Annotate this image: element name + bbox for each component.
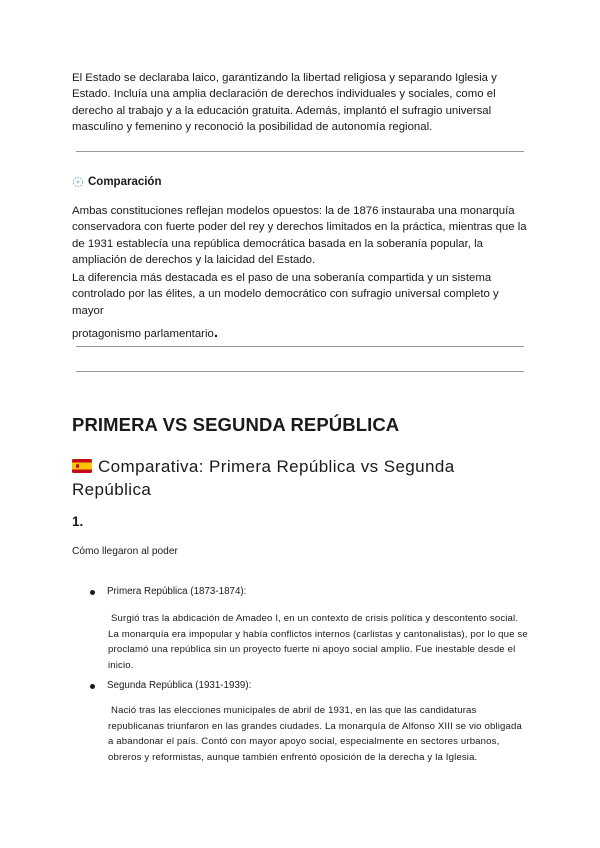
- section-title: PRIMERA VS SEGUNDA REPÚBLICA: [72, 414, 400, 435]
- comparison-paragraph-2: [72, 270, 532, 342]
- subsection-title-text: Comparativa: Primera República vs Segunda República: [72, 457, 455, 499]
- section-number: 1.: [72, 514, 84, 529]
- bullet-icon: [90, 684, 95, 689]
- list-item-description: Surgió tras la abdicación de Amadeo I, en un contexto de crisis política y descontento social. La monarquía era impopular y había conflictos internos (carlistas y cantonalistas), por lo que se proclamó una república sin un proyecto fuerte ni apoyo social amplio. Fue inestable desde el inicio.: [108, 613, 528, 671]
- subheading: Cómo llegaron al poder: [72, 546, 178, 557]
- comparison-heading-text: Comparación: [88, 176, 162, 188]
- list-item-label: Segunda República (1931-1939):: [107, 680, 252, 691]
- comparison-paragraph-2-end-text: protagonismo parlamentario: [72, 327, 214, 340]
- bullet-icon: [90, 590, 95, 595]
- horizontal-divider: [76, 151, 524, 152]
- comparison-paragraph-1: Ambas constituciones reflejan modelos opuestos: la de 1876 instauraba una monarquía conservadora con fuerte poder del rey y derechos limitados en la práctica, mientras que la de 1931 establecía una república democrática basada en la soberanía popular, la ampliación de derechos y la laicidad del Estado.: [72, 205, 527, 266]
- sparkle-icon: [72, 176, 84, 188]
- list-item-label: Primera República (1873-1874):: [107, 586, 247, 597]
- comparison-heading: [72, 176, 162, 188]
- comparison-paragraph-2-dot: .: [213, 323, 218, 341]
- comparison-paragraph-2-text: La diferencia más destacada es el paso de una soberanía compartida y un sistema controlado por las élites, a un modelo democrático con sufragio universal completo y mayor: [72, 272, 499, 317]
- subsection-title: [72, 455, 512, 501]
- list-item: [90, 586, 246, 597]
- spain-flag-icon: [72, 459, 92, 473]
- horizontal-divider: [76, 371, 524, 372]
- list-item-description: Nació tras las elecciones municipales de abril de 1931, en las que las candidaturas republicanas triunfaron en las grandes ciudades. La monarquía de Alfonso XIII se vio obligada a abandonar el país. Contó con mayor apoyo social, especialmente en sectores urbanos, obreros y reformistas, aunque también enfrentó oposición de la derecha y la Iglesia.: [108, 705, 522, 763]
- list-item: [90, 680, 251, 691]
- horizontal-divider: [76, 346, 524, 347]
- comparison-paragraph-2-end: [72, 325, 532, 342]
- intro-paragraph: El Estado se declaraba laico, garantizando la libertad religiosa y separando Iglesia y Estado. Incluía una amplia declaración de derechos individuales y sociales, como el derecho al trabajo y a la educación gratuita. Además, implantó el sufragio universal masculino y femenino y reconoció la posibilidad de autonomía regional.: [72, 72, 497, 133]
